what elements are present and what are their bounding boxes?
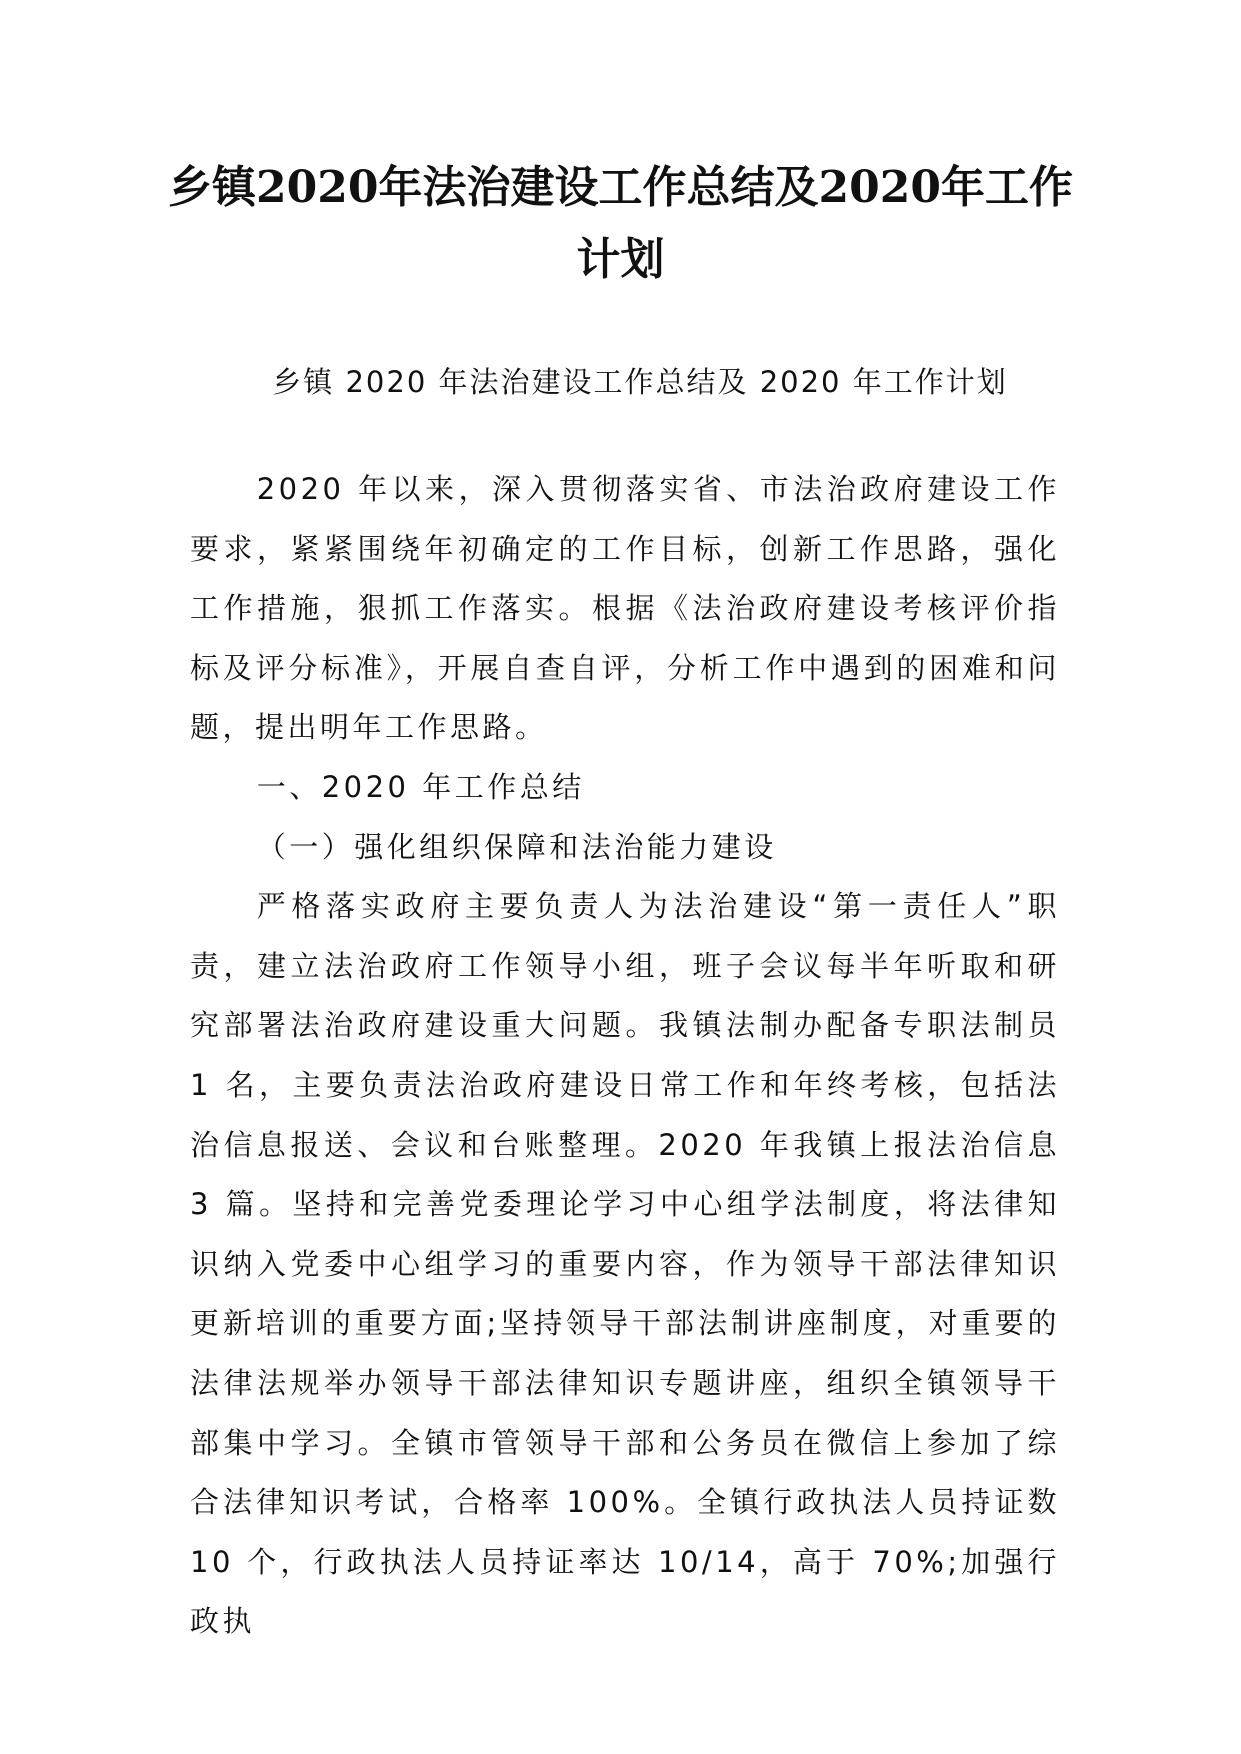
- intro-paragraph: 2020 年以来，深入贯彻落实省、市法治政府建设工作要求，紧紧围绕年初确定的工作目标，创新工作思路，强化工作措施，狠抓工作落实。根据《法治政府建设考核评价指标及评分标准》，开展自查自评，分析工作中遇到的困难和问题，提出明年工作思路。: [190, 472, 1060, 745]
- section-heading: 一、2020 年工作总结: [256, 769, 585, 804]
- document-body: [190, 460, 1060, 1652]
- document-title: 乡镇2020年法治建设工作总结及2020年工作计划: [168, 162, 1073, 285]
- body-paragraph: 严格落实政府主要负责人为法治建设“第一责任人”职责，建立法治政府工作领导小组，班子会议每半年听取和研究部署法治政府建设重大问题。我镇法制办配备专职法制员 1 名，主要负责法治政府建设日常工作和年终考核，包括法治信息报送、会议和台账整理。2020 年我镇上报法治信息 3 篇。坚持和完善党委理论学习中心组学法制度，将法律知识纳入党委中心组学习的重要内容，作为领导干部法律知识更新培训的重要方面;坚持领导干部法制讲座制度，对重要的法律法规举办领导干部法律知识专题讲座，组织全镇领导干部集中学习。全镇市管领导干部和公务员在微信上参加了综合法律知识考试，合格率 100%。全镇行政执法人员持证数 10 个，行政执法人员持证率达 10/14，高于 70%;加强行政执: [190, 889, 1060, 1639]
- subsection-heading: （一）强化组织保障和法治能力建设: [256, 829, 777, 864]
- document-subtitle: 乡镇 2020 年法治建设工作总结及 2020 年工作计划: [272, 365, 1008, 399]
